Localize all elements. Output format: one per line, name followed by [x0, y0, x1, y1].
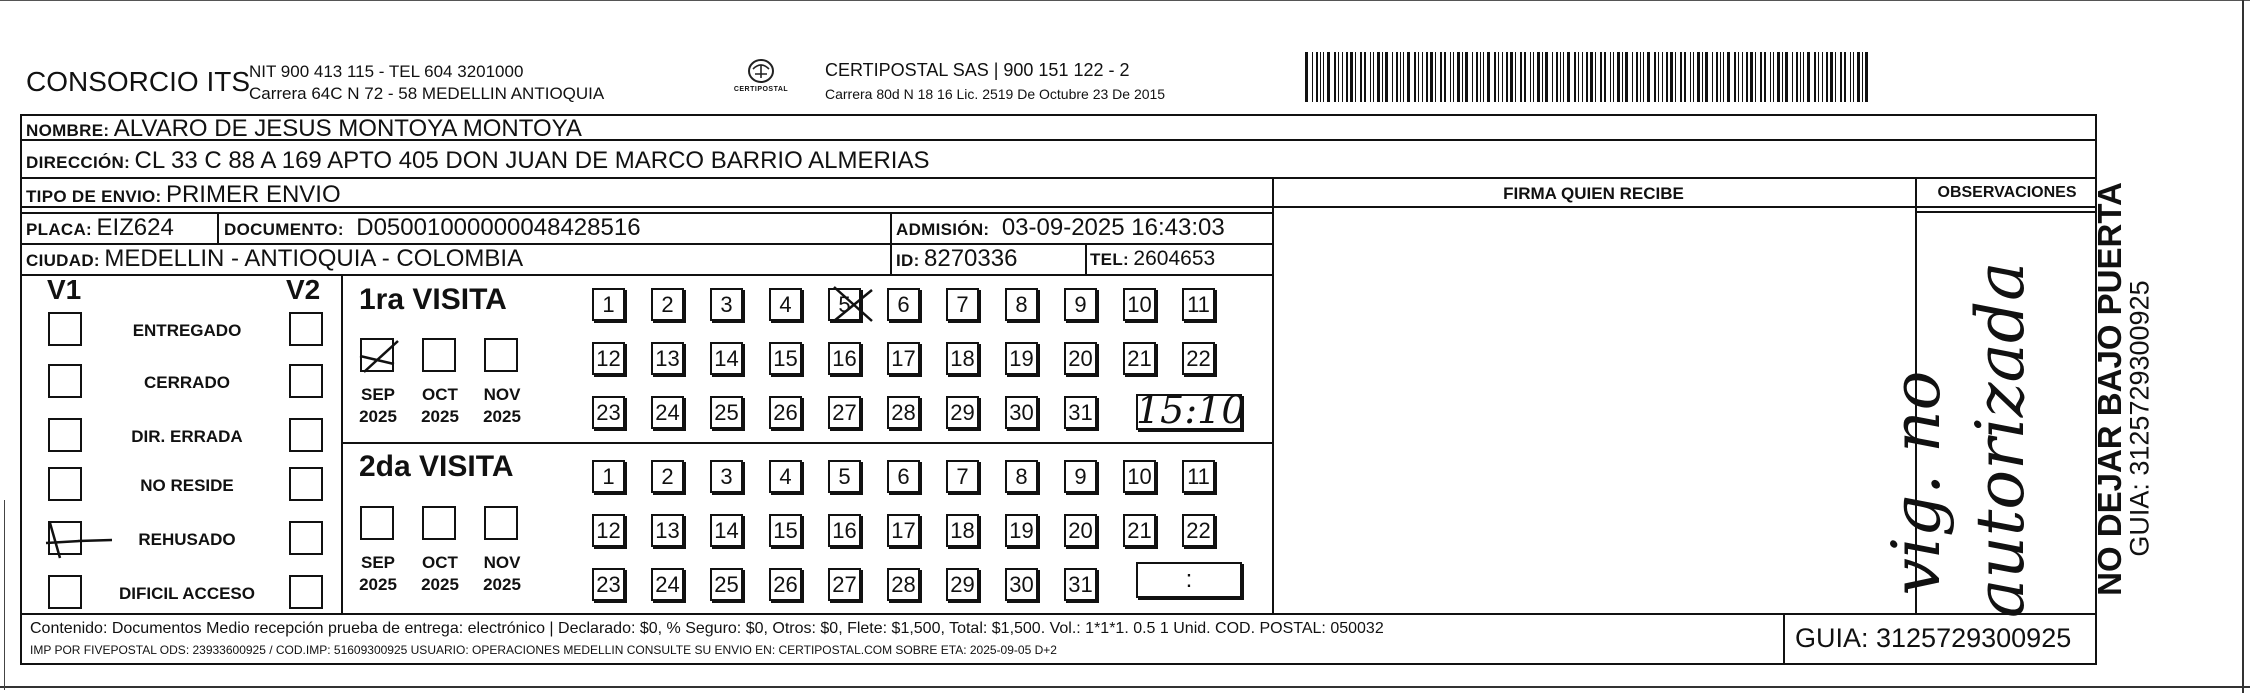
- nombre-value: ALVARO DE JESUS MONTOYA MONTOYA: [113, 115, 582, 142]
- direccion-label: DIRECCIÓN:: [26, 153, 131, 172]
- status-label: NO RESIDE: [140, 476, 234, 495]
- second-visit-day[interactable]: 1: [592, 460, 625, 493]
- second-visit-day[interactable]: 29: [946, 568, 979, 601]
- month-label: OCT: [422, 385, 458, 404]
- first-visit-day[interactable]: 7: [946, 288, 979, 321]
- v2-label: V2: [286, 274, 321, 305]
- second-visit-day[interactable]: 2: [651, 460, 684, 493]
- first-visit-day[interactable]: 26: [769, 396, 802, 429]
- second-visit-time-box: :: [1136, 562, 1242, 598]
- first-visit-title: 1ra VISITA: [359, 283, 507, 316]
- year-label: 2025: [483, 575, 521, 594]
- documento-label: DOCUMENTO:: [224, 220, 344, 239]
- second-visit-day[interactable]: 5: [828, 460, 861, 493]
- first-visit-day[interactable]: 10: [1123, 288, 1156, 321]
- year-label: 2025: [421, 407, 459, 426]
- first-visit-day[interactable]: 9: [1064, 288, 1097, 321]
- year-label: 2025: [421, 575, 459, 594]
- second-visit-day[interactable]: 3: [710, 460, 743, 493]
- second-visit-day[interactable]: 31: [1064, 568, 1097, 601]
- tel-label: TEL:: [1090, 250, 1129, 269]
- certipostal-line1: CERTIPOSTAL SAS | 900 151 122 - 2: [825, 60, 1130, 80]
- second-visit-day[interactable]: 21: [1123, 514, 1156, 547]
- first-visit-day[interactable]: 6: [887, 288, 920, 321]
- tipo-value: PRIMER ENVIO: [165, 181, 341, 208]
- second-visit-day[interactable]: 22: [1182, 514, 1215, 547]
- second-visit-day[interactable]: 30: [1005, 568, 1038, 601]
- logo-text: CERTIPOSTAL: [733, 86, 789, 93]
- second-visit-day[interactable]: 20: [1064, 514, 1097, 547]
- first-visit-day[interactable]: 21: [1123, 342, 1156, 375]
- admision-value: 03-09-2025 16:43:03: [1001, 214, 1225, 241]
- first-visit-day[interactable]: 16: [828, 342, 861, 375]
- second-visit-day[interactable]: 27: [828, 568, 861, 601]
- month-label: NOV: [483, 553, 521, 572]
- first-visit-day[interactable]: 15: [769, 342, 802, 375]
- second-visit-day[interactable]: 16: [828, 514, 861, 547]
- second-visit-day[interactable]: 12: [592, 514, 625, 547]
- observaciones-handwritten: vig. no autorizada: [1878, 261, 2039, 618]
- second-visit-day[interactable]: 17: [887, 514, 920, 547]
- id-value: 8270336: [924, 245, 1018, 272]
- first-visit-day[interactable]: 12: [592, 342, 625, 375]
- year-label: 2025: [483, 407, 521, 426]
- month-label: SEP: [360, 553, 396, 572]
- first-visit-day[interactable]: 2: [651, 288, 684, 321]
- second-visit-day[interactable]: 23: [592, 568, 625, 601]
- footer-guia: GUIA: 3125729300925: [1795, 623, 2072, 653]
- first-visit-day[interactable]: 18: [946, 342, 979, 375]
- month-label: SEP: [360, 385, 396, 404]
- first-visit-time: 15:10: [1136, 388, 1246, 432]
- second-visit-day[interactable]: 26: [769, 568, 802, 601]
- first-visit-day[interactable]: 28: [887, 396, 920, 429]
- first-visit-day[interactable]: 22: [1182, 342, 1215, 375]
- first-visit-day[interactable]: 29: [946, 396, 979, 429]
- year-label: 2025: [359, 575, 397, 594]
- first-visit-day[interactable]: 20: [1064, 342, 1097, 375]
- first-visit-day[interactable]: 30: [1005, 396, 1038, 429]
- second-visit-day[interactable]: 25: [710, 568, 743, 601]
- first-visit-day[interactable]: 31: [1064, 396, 1097, 429]
- v1-label: V1: [47, 274, 82, 305]
- contenido-line: Contenido: Documentos Medio recepción prueba de entrega: electrónico | Declarado: $0, % Seguro: $0, Otros: $0, Flete: $1,500, Total: $1,500. Vol.: 1*1*1. 0.5 1 Unid. COD. POSTAL: 050032: [30, 620, 1384, 637]
- second-visit-title: 2da VISITA: [359, 450, 514, 483]
- first-visit-day[interactable]: 17: [887, 342, 920, 375]
- first-visit-day[interactable]: 13: [651, 342, 684, 375]
- address-line: Carrera 64C N 72 - 58 MEDELLIN ANTIOQUIA: [249, 84, 605, 103]
- second-visit-day[interactable]: 15: [769, 514, 802, 547]
- id-label: ID:: [896, 251, 920, 270]
- first-visit-day[interactable]: 4: [769, 288, 802, 321]
- second-visit-day[interactable]: 6: [887, 460, 920, 493]
- first-visit-day[interactable]: 8: [1005, 288, 1038, 321]
- status-label: DIR. ERRADA: [131, 427, 243, 446]
- observaciones-header: OBSERVACIONES: [1937, 184, 2077, 201]
- first-visit-day[interactable]: 1: [592, 288, 625, 321]
- first-visit-day[interactable]: 11: [1182, 288, 1215, 321]
- first-visit-day[interactable]: 5: [828, 288, 861, 321]
- second-visit-day[interactable]: 11: [1182, 460, 1215, 493]
- company-name: CONSORCIO ITS: [26, 66, 251, 97]
- certipostal-line2: Carrera 80d N 18 16 Lic. 2519 De Octubre 23 De 2015: [825, 86, 1166, 102]
- tel-value: 2604653: [1133, 247, 1216, 270]
- nombre-label: NOMBRE:: [26, 121, 110, 140]
- second-visit-day[interactable]: 28: [887, 568, 920, 601]
- second-visit-day[interactable]: 7: [946, 460, 979, 493]
- nit-line: NIT 900 413 115 - TEL 604 3201000: [249, 62, 524, 81]
- status-label: REHUSADO: [138, 530, 236, 549]
- first-visit-day[interactable]: 27: [828, 396, 861, 429]
- second-visit-day[interactable]: 13: [651, 514, 684, 547]
- first-visit-day[interactable]: 25: [710, 396, 743, 429]
- second-visit-day[interactable]: 4: [769, 460, 802, 493]
- first-visit-day[interactable]: 24: [651, 396, 684, 429]
- rehusado-check-mark: [46, 523, 112, 558]
- first-visit-day[interactable]: 3: [710, 288, 743, 321]
- documento-value: D05001000000048428516: [356, 214, 641, 241]
- second-visit-day[interactable]: 8: [1005, 460, 1038, 493]
- placa-label: PLACA:: [26, 220, 93, 239]
- firma-header: FIRMA QUIEN RECIBE: [1503, 184, 1684, 203]
- second-visit-day[interactable]: 24: [651, 568, 684, 601]
- tipo-label: TIPO DE ENVIO:: [26, 187, 162, 206]
- placa-value: EIZ624: [96, 214, 174, 241]
- second-visit-day[interactable]: 19: [1005, 514, 1038, 547]
- day-5-cross-mark: [834, 287, 872, 321]
- status-label: DIFICIL ACCESO: [118, 584, 255, 603]
- admision-label: ADMISIÓN:: [896, 220, 990, 239]
- first-visit-day[interactable]: 19: [1005, 342, 1038, 375]
- first-visit-day[interactable]: 14: [710, 342, 743, 375]
- direccion-value: CL 33 C 88 A 169 APTO 405 DON JUAN DE MARCO BARRIO ALMERIAS: [134, 147, 930, 174]
- status-label: CERRADO: [144, 373, 230, 392]
- second-visit-day[interactable]: 14: [710, 514, 743, 547]
- second-visit-day[interactable]: 9: [1064, 460, 1097, 493]
- second-visit-day[interactable]: 18: [946, 514, 979, 547]
- first-visit-day[interactable]: 23: [592, 396, 625, 429]
- ciudad-label: CIUDAD:: [26, 251, 100, 270]
- month-label: NOV: [483, 385, 521, 404]
- year-label: 2025: [359, 407, 397, 426]
- side-guia: GUIA: 3125729300925: [2124, 280, 2155, 557]
- imp-line: IMP POR FIVEPOSTAL ODS: 23933600925 / COD.IMP: 51609300925 USUARIO: OPERACIONES MEDELLIN CONSULTE SU ENVIO EN: CERTIPOSTAL.COM SOBRE ETA: 2025-09-05 D+2: [30, 643, 1057, 657]
- month-label: OCT: [422, 553, 458, 572]
- second-visit-day[interactable]: 10: [1123, 460, 1156, 493]
- ciudad-value: MEDELLIN - ANTIOQUIA - COLOMBIA: [104, 245, 524, 272]
- side-no-dejar: NO DEJAR BAJO PUERTA: [2091, 182, 2128, 596]
- status-label: ENTREGADO: [132, 321, 242, 340]
- sep-check-mark: [360, 341, 398, 372]
